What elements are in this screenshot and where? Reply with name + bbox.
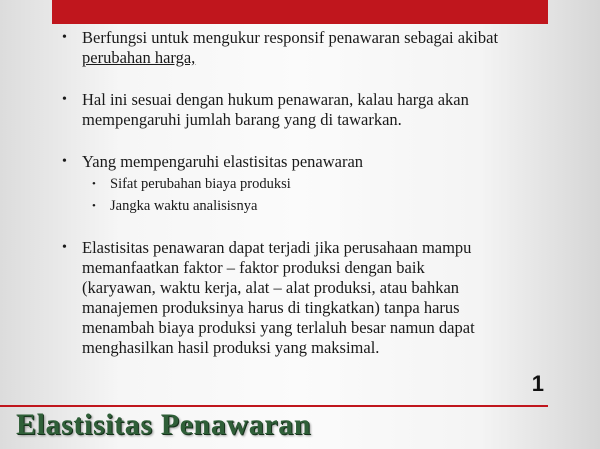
sub-bullet-item [62,197,538,216]
bullet-line: Hal ini sesuai dengan hukum penawaran, kalau harga akan [82,90,469,109]
bullet-line: Elastisitas penawaran dapat terjadi jika perusahaan mampu [82,238,472,257]
slide-body [62,28,538,358]
bullet-item [62,152,538,172]
sub-bullet-line: Sifat perubahan biaya produksi [110,176,291,192]
sub-bullet-dot-icon: • [92,200,96,212]
bullet-line: Yang mempengaruhi elastisitas penawaran [82,152,364,171]
bullet-line: manajemen produksinya harus di tingkatkan) tanpa harus [82,298,460,317]
bullet-dot-icon: • [62,154,67,169]
bullet-dot-icon: • [62,92,67,107]
slide-title: Elastisitas Penawaran [16,408,312,441]
bullet-item [62,238,538,358]
bullet-line: menghasilkan hasil produksi yang maksimal. [82,338,380,357]
bullet-dot-icon: • [62,240,67,255]
bullet-dot-icon: • [62,30,67,45]
sub-bullet-line: Jangka waktu analisisnya [110,198,258,214]
sub-bullet-dot-icon: • [92,178,96,190]
bullet-line: (karyawan, waktu kerja, alat – alat produksi, atau bahkan [82,278,460,297]
top-accent-bar [52,0,548,24]
bullet-item [62,90,538,130]
sub-bullet-item [62,175,538,194]
bullet-line: menambah biaya produksi yang terlaluh besar namun dapat [82,318,475,337]
bullet-item [62,28,538,68]
bullet-line: memanfaatkan faktor – faktor produksi dengan baik [82,258,425,277]
bullet-line: Berfungsi untuk mengukur responsif penawaran sebagai akibat [82,28,499,47]
bullet-line: mempengaruhi jumlah barang yang di tawarkan. [82,110,402,129]
bullet-line-underlined: perubahan harga, [82,48,196,67]
page-number: 1 [531,371,544,396]
